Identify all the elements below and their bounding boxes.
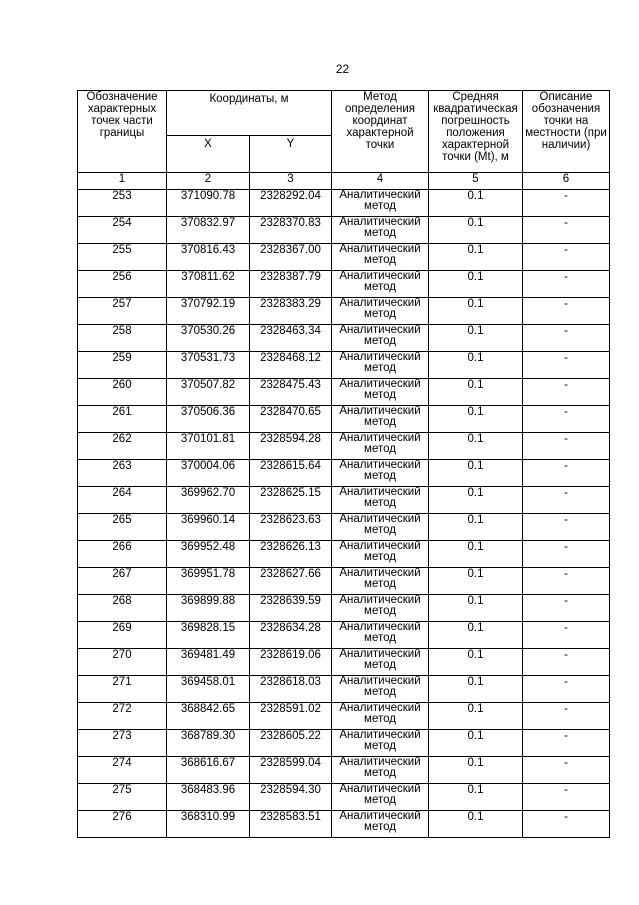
cell-error: 0.1 — [429, 190, 523, 217]
table-row — [78, 460, 610, 487]
cell-y: 2328475.43 — [250, 379, 332, 406]
cell-point-id: 256 — [78, 271, 167, 298]
cell-description: - — [523, 379, 610, 406]
table-row — [78, 568, 610, 595]
cell-y: 2328583.51 — [250, 811, 332, 838]
cell-point-id: 268 — [78, 595, 167, 622]
cell-y: 2328626.13 — [250, 541, 332, 568]
cell-point-id: 259 — [78, 352, 167, 379]
cell-method: Аналитический метод — [332, 271, 429, 298]
column-numbers-row — [78, 173, 610, 190]
page-number: 22 — [335, 62, 350, 76]
cell-y: 2328387.79 — [250, 271, 332, 298]
cell-method: Аналитический метод — [332, 622, 429, 649]
cell-method: Аналитический метод — [332, 352, 429, 379]
cell-method: Аналитический метод — [332, 379, 429, 406]
table-row — [78, 622, 610, 649]
cell-x: 368842.65 — [167, 703, 250, 730]
column-number: 4 — [332, 173, 429, 190]
cell-point-id: 258 — [78, 325, 167, 352]
table-row — [78, 298, 610, 325]
cell-point-id: 275 — [78, 784, 167, 811]
column-number: 5 — [429, 173, 523, 190]
cell-y: 2328634.28 — [250, 622, 332, 649]
cell-method: Аналитический метод — [332, 730, 429, 757]
header-coordinates: Координаты, м — [167, 91, 332, 136]
table-row — [78, 190, 610, 217]
header-error: Средняя квадратическая погрешность положения характерной точки (Mt), м — [429, 91, 523, 173]
cell-description: - — [523, 676, 610, 703]
cell-error: 0.1 — [429, 811, 523, 838]
cell-x: 370832.97 — [167, 217, 250, 244]
cell-error: 0.1 — [429, 487, 523, 514]
cell-x: 370792.19 — [167, 298, 250, 325]
cell-description: - — [523, 568, 610, 595]
table-header — [78, 91, 610, 190]
cell-description: - — [523, 352, 610, 379]
cell-x: 370531.73 — [167, 352, 250, 379]
cell-method: Аналитический метод — [332, 190, 429, 217]
cell-point-id: 274 — [78, 757, 167, 784]
cell-y: 2328591.02 — [250, 703, 332, 730]
cell-point-id: 270 — [78, 649, 167, 676]
cell-description: - — [523, 460, 610, 487]
cell-x: 369962.70 — [167, 487, 250, 514]
cell-point-id: 260 — [78, 379, 167, 406]
cell-x: 368616.67 — [167, 757, 250, 784]
cell-description: - — [523, 406, 610, 433]
cell-y: 2328468.12 — [250, 352, 332, 379]
cell-x: 370816.43 — [167, 244, 250, 271]
table-body — [78, 190, 610, 838]
cell-y: 2328463.34 — [250, 325, 332, 352]
cell-error: 0.1 — [429, 730, 523, 757]
cell-description: - — [523, 757, 610, 784]
header-description: Описание обозначения точки на местности (при наличии) — [523, 91, 610, 173]
cell-y: 2328627.66 — [250, 568, 332, 595]
cell-x: 369899.88 — [167, 595, 250, 622]
cell-description: - — [523, 514, 610, 541]
cell-method: Аналитический метод — [332, 433, 429, 460]
cell-point-id: 276 — [78, 811, 167, 838]
cell-y: 2328292.04 — [250, 190, 332, 217]
cell-y: 2328625.15 — [250, 487, 332, 514]
table-row — [78, 730, 610, 757]
cell-method: Аналитический метод — [332, 487, 429, 514]
cell-method: Аналитический метод — [332, 595, 429, 622]
cell-x: 369458.01 — [167, 676, 250, 703]
cell-description: - — [523, 271, 610, 298]
cell-x: 370811.62 — [167, 271, 250, 298]
cell-description: - — [523, 703, 610, 730]
cell-method: Аналитический метод — [332, 406, 429, 433]
cell-error: 0.1 — [429, 595, 523, 622]
column-number: 2 — [167, 173, 250, 190]
cell-description: - — [523, 433, 610, 460]
column-number: 1 — [78, 173, 167, 190]
cell-x: 370004.06 — [167, 460, 250, 487]
cell-error: 0.1 — [429, 352, 523, 379]
cell-x: 369828.15 — [167, 622, 250, 649]
cell-x: 368310.99 — [167, 811, 250, 838]
cell-error: 0.1 — [429, 703, 523, 730]
cell-method: Аналитический метод — [332, 649, 429, 676]
cell-x: 368789.30 — [167, 730, 250, 757]
cell-y: 2328367.00 — [250, 244, 332, 271]
cell-point-id: 273 — [78, 730, 167, 757]
cell-description: - — [523, 595, 610, 622]
table-row — [78, 244, 610, 271]
table-row — [78, 784, 610, 811]
table-row — [78, 541, 610, 568]
cell-method: Аналитический метод — [332, 568, 429, 595]
cell-x: 370506.36 — [167, 406, 250, 433]
table-row — [78, 514, 610, 541]
cell-x: 371090.78 — [167, 190, 250, 217]
table-row — [78, 703, 610, 730]
table-row — [78, 649, 610, 676]
table-row — [78, 271, 610, 298]
header-method: Метод определения координат характерной точки — [332, 91, 429, 173]
cell-description: - — [523, 190, 610, 217]
cell-x: 370507.82 — [167, 379, 250, 406]
header-x: X — [167, 136, 250, 173]
cell-point-id: 266 — [78, 541, 167, 568]
cell-error: 0.1 — [429, 784, 523, 811]
table-row — [78, 757, 610, 784]
cell-x: 369952.48 — [167, 541, 250, 568]
cell-y: 2328594.28 — [250, 433, 332, 460]
cell-error: 0.1 — [429, 460, 523, 487]
cell-error: 0.1 — [429, 406, 523, 433]
cell-y: 2328605.22 — [250, 730, 332, 757]
cell-description: - — [523, 649, 610, 676]
cell-point-id: 257 — [78, 298, 167, 325]
cell-method: Аналитический метод — [332, 676, 429, 703]
cell-error: 0.1 — [429, 757, 523, 784]
table-row — [78, 811, 610, 838]
cell-point-id: 264 — [78, 487, 167, 514]
cell-description: - — [523, 487, 610, 514]
cell-description: - — [523, 811, 610, 838]
cell-error: 0.1 — [429, 433, 523, 460]
cell-y: 2328370.83 — [250, 217, 332, 244]
cell-x: 370101.81 — [167, 433, 250, 460]
cell-x: 370530.26 — [167, 325, 250, 352]
cell-y: 2328639.59 — [250, 595, 332, 622]
cell-point-id: 272 — [78, 703, 167, 730]
cell-description: - — [523, 730, 610, 757]
cell-description: - — [523, 298, 610, 325]
cell-error: 0.1 — [429, 244, 523, 271]
cell-point-id: 253 — [78, 190, 167, 217]
cell-y: 2328599.04 — [250, 757, 332, 784]
cell-method: Аналитический метод — [332, 298, 429, 325]
cell-x: 369960.14 — [167, 514, 250, 541]
cell-point-id: 267 — [78, 568, 167, 595]
cell-error: 0.1 — [429, 217, 523, 244]
cell-error: 0.1 — [429, 325, 523, 352]
cell-description: - — [523, 325, 610, 352]
header-designation: Обозначение характерных точек части границы — [78, 91, 167, 173]
cell-error: 0.1 — [429, 514, 523, 541]
cell-description: - — [523, 784, 610, 811]
table-row — [78, 487, 610, 514]
column-number: 6 — [523, 173, 610, 190]
table-row — [78, 325, 610, 352]
cell-error: 0.1 — [429, 676, 523, 703]
cell-y: 2328383.29 — [250, 298, 332, 325]
cell-description: - — [523, 217, 610, 244]
cell-method: Аналитический метод — [332, 811, 429, 838]
cell-error: 0.1 — [429, 271, 523, 298]
cell-error: 0.1 — [429, 298, 523, 325]
cell-y: 2328615.64 — [250, 460, 332, 487]
cell-point-id: 265 — [78, 514, 167, 541]
column-number: 3 — [250, 173, 332, 190]
cell-point-id: 263 — [78, 460, 167, 487]
cell-error: 0.1 — [429, 568, 523, 595]
cell-y: 2328470.65 — [250, 406, 332, 433]
cell-y: 2328619.06 — [250, 649, 332, 676]
table-row — [78, 595, 610, 622]
cell-point-id: 255 — [78, 244, 167, 271]
cell-method: Аналитический метод — [332, 784, 429, 811]
cell-error: 0.1 — [429, 541, 523, 568]
table-row — [78, 433, 610, 460]
table-row — [78, 406, 610, 433]
table-row — [78, 676, 610, 703]
table-row — [78, 379, 610, 406]
cell-description: - — [523, 244, 610, 271]
cell-y: 2328623.63 — [250, 514, 332, 541]
cell-method: Аналитический метод — [332, 703, 429, 730]
cell-point-id: 254 — [78, 217, 167, 244]
cell-error: 0.1 — [429, 622, 523, 649]
cell-method: Аналитический метод — [332, 757, 429, 784]
cell-method: Аналитический метод — [332, 514, 429, 541]
header-y: Y — [250, 136, 332, 173]
cell-method: Аналитический метод — [332, 460, 429, 487]
coordinates-table — [77, 90, 610, 838]
cell-x: 368483.96 — [167, 784, 250, 811]
cell-method: Аналитический метод — [332, 244, 429, 271]
cell-point-id: 271 — [78, 676, 167, 703]
cell-error: 0.1 — [429, 379, 523, 406]
cell-y: 2328594.30 — [250, 784, 332, 811]
cell-x: 369951.78 — [167, 568, 250, 595]
table-row — [78, 217, 610, 244]
cell-x: 369481.49 — [167, 649, 250, 676]
cell-description: - — [523, 541, 610, 568]
cell-y: 2328618.03 — [250, 676, 332, 703]
cell-point-id: 262 — [78, 433, 167, 460]
cell-method: Аналитический метод — [332, 325, 429, 352]
cell-point-id: 261 — [78, 406, 167, 433]
table-row — [78, 352, 610, 379]
cell-description: - — [523, 622, 610, 649]
cell-error: 0.1 — [429, 649, 523, 676]
cell-method: Аналитический метод — [332, 217, 429, 244]
cell-point-id: 269 — [78, 622, 167, 649]
cell-method: Аналитический метод — [332, 541, 429, 568]
